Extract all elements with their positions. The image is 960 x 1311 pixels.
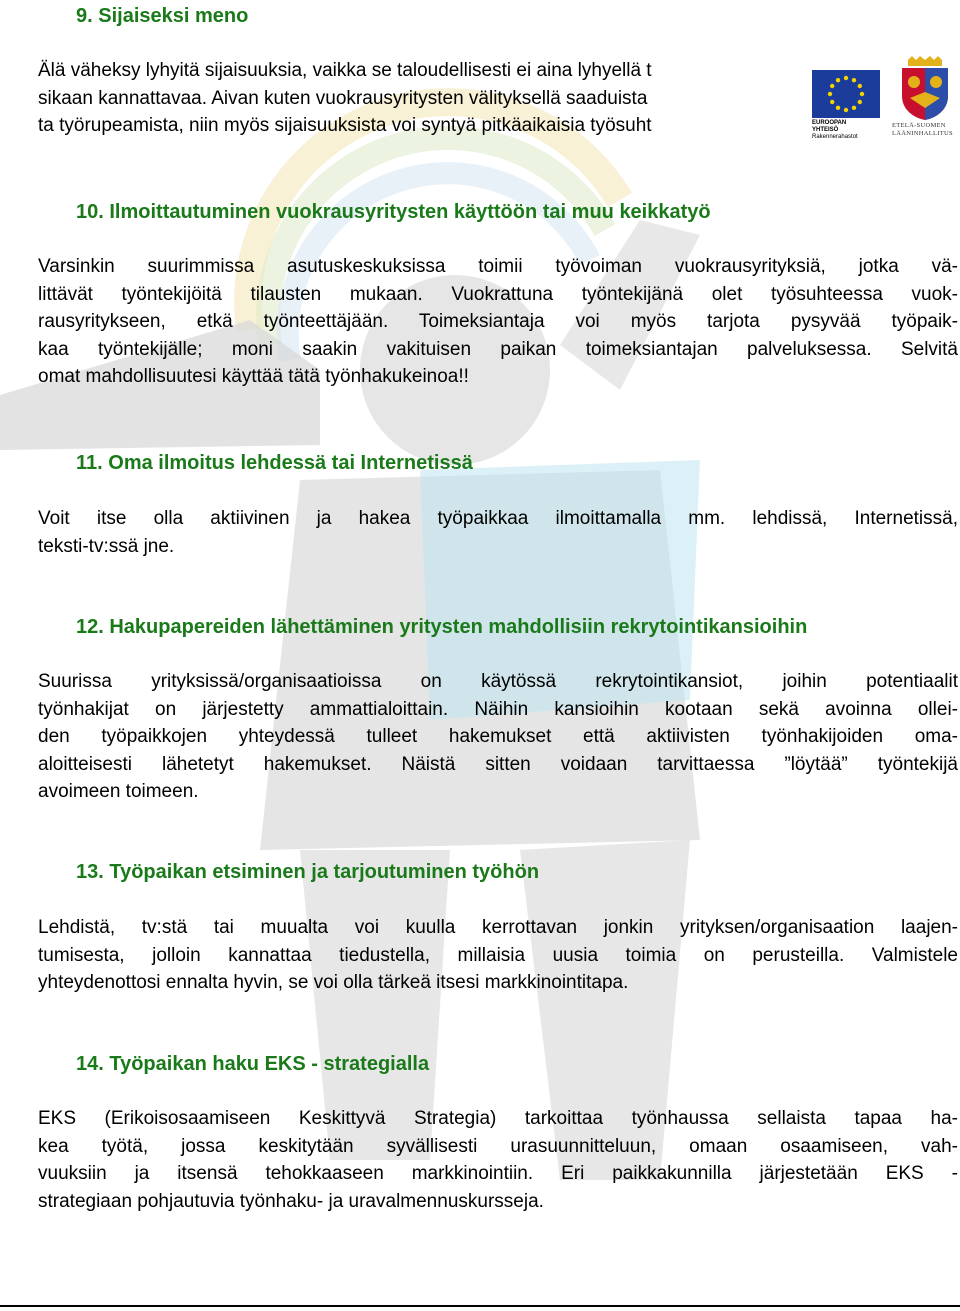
- section-heading-14: 14. Työpaikan haku EKS - strategialla: [76, 1053, 430, 1075]
- body-line: omat mahdollisuutesi käyttää tätä työnhakukeinoa!!: [38, 366, 469, 387]
- province-label: [892, 122, 953, 138]
- body-line: aloitteisesti lähetetyt hakemukset. Näistä sitten voidaan tarvittaessa ”löytää” työntekijä: [38, 753, 958, 775]
- footer-rule: [0, 1305, 960, 1307]
- eu-flag-icon: [812, 70, 880, 118]
- section-body-13: [38, 914, 958, 997]
- body-line: Varsinkin suurimmissa asutuskeskuksissa toimii työvoiman vuokrausyrityksiä, jotka vä-: [38, 256, 958, 277]
- eu-label-line: EUROOPAN: [812, 120, 847, 126]
- body-line: kea työtä, jossa keskitytään syvällisesti urasuunnitteluun, omaan osaamiseen, vah-: [38, 1135, 958, 1157]
- body-line: Älä väheksy lyhyitä sijaisuuksia, vaikka se taloudellisesti ei aina lyhyellä t: [38, 60, 652, 81]
- body-line: EKS (Erikoisosaamiseen Keskittyvä Strategia) tarkoittaa työnhaussa sellaista tapaa ha-: [38, 1108, 958, 1129]
- section-heading-11: 11. Oma ilmoitus lehdessä tai Internetissä: [76, 452, 473, 474]
- section-body-11: [38, 505, 958, 560]
- eu-label-line: Rakennerahastot: [812, 134, 858, 140]
- body-line: työnhakijat on järjestetty ammattialoittain. Näihin kansioihin kootaan sekä avoinna ollei-: [38, 698, 958, 720]
- body-line: Lehdistä, tv:stä tai muualta voi kuulla kerrottavan jonkin yrityksen/organisaation laajen-: [38, 917, 958, 938]
- body-line: Voit itse olla aktiivinen ja hakea työpaikkaa ilmoittamalla mm. lehdissä, Internetissä,: [38, 508, 958, 529]
- body-line: strategiaan pohjautuvia työnhaku- ja uravalmennuskursseja.: [38, 1190, 544, 1212]
- section-heading-12: 12. Hakupapereiden lähettäminen yritysten mahdollisiin rekrytointikansioihin: [76, 616, 808, 638]
- body-line: sikaan kannattavaa. Aivan kuten vuokrausyritysten välityksellä saaduista: [38, 87, 648, 109]
- section-body-14: [38, 1105, 958, 1215]
- body-line: tumisesta, jolloin kannattaa tiedustella, millaisia uusia toimia on perusteilla. Valmistele: [38, 944, 958, 966]
- logos-block: [808, 56, 960, 146]
- section-heading-13: 13. Työpaikan etsiminen ja tarjoutuminen työhön: [76, 861, 540, 883]
- section-body-12: [38, 668, 958, 806]
- body-line: Suurissa yrityksissä/organisaatioissa on käytössä rekrytointikansiot, joihin potentiaalit: [38, 671, 958, 692]
- body-line: teksti-tv:ssä jne.: [38, 535, 175, 557]
- section-heading-10: 10. Ilmoittautuminen vuokrausyritysten käyttöön tai muu keikkatyö: [76, 201, 711, 223]
- eu-label: [812, 120, 858, 141]
- body-line: ta työrupeamista, niin myös sijaisuuksista voi syntyä pitkäaikaisia työsuht: [38, 115, 652, 136]
- section-heading-9: 9. Sijaiseksi meno: [76, 5, 249, 27]
- province-label-line: ETELÄ-SUOMEN: [892, 122, 946, 129]
- body-line: yhteydenottosi ennalta hyvin, se voi olla tärkeä itsesi markkinointitapa.: [38, 972, 629, 993]
- eu-label-line: YHTEISÖ: [812, 127, 839, 133]
- body-line: kaa työntekijälle; moni saakin vakituisen paikan toimeksiantajan palveluksessa. Selvitä: [38, 338, 958, 360]
- body-line: littävät työntekijöitä tilausten mukaan. Vuokrattuna työntekijänä olet työsuhteessa vuok-: [38, 283, 958, 305]
- body-line: vuuksiin ja itsensä tehokkaaseen markkinointiin. Eri paikkakunnilla järjestetään EKS -: [38, 1163, 958, 1184]
- province-crest-icon: [898, 56, 952, 120]
- body-line: avoimeen toimeen.: [38, 781, 199, 802]
- section-body-10: [38, 253, 958, 391]
- body-line: den työpaikkojen yhteydessä tulleet hakemukset että aktiivisten työnhakijoiden oma-: [38, 726, 958, 747]
- body-line: rausyritykseen, etkä työnteettäjään. Toimeksiantaja voi myös tarjota pysyvää työpaik-: [38, 311, 958, 332]
- province-label-line: LÄÄNINHALLITUS: [892, 130, 953, 137]
